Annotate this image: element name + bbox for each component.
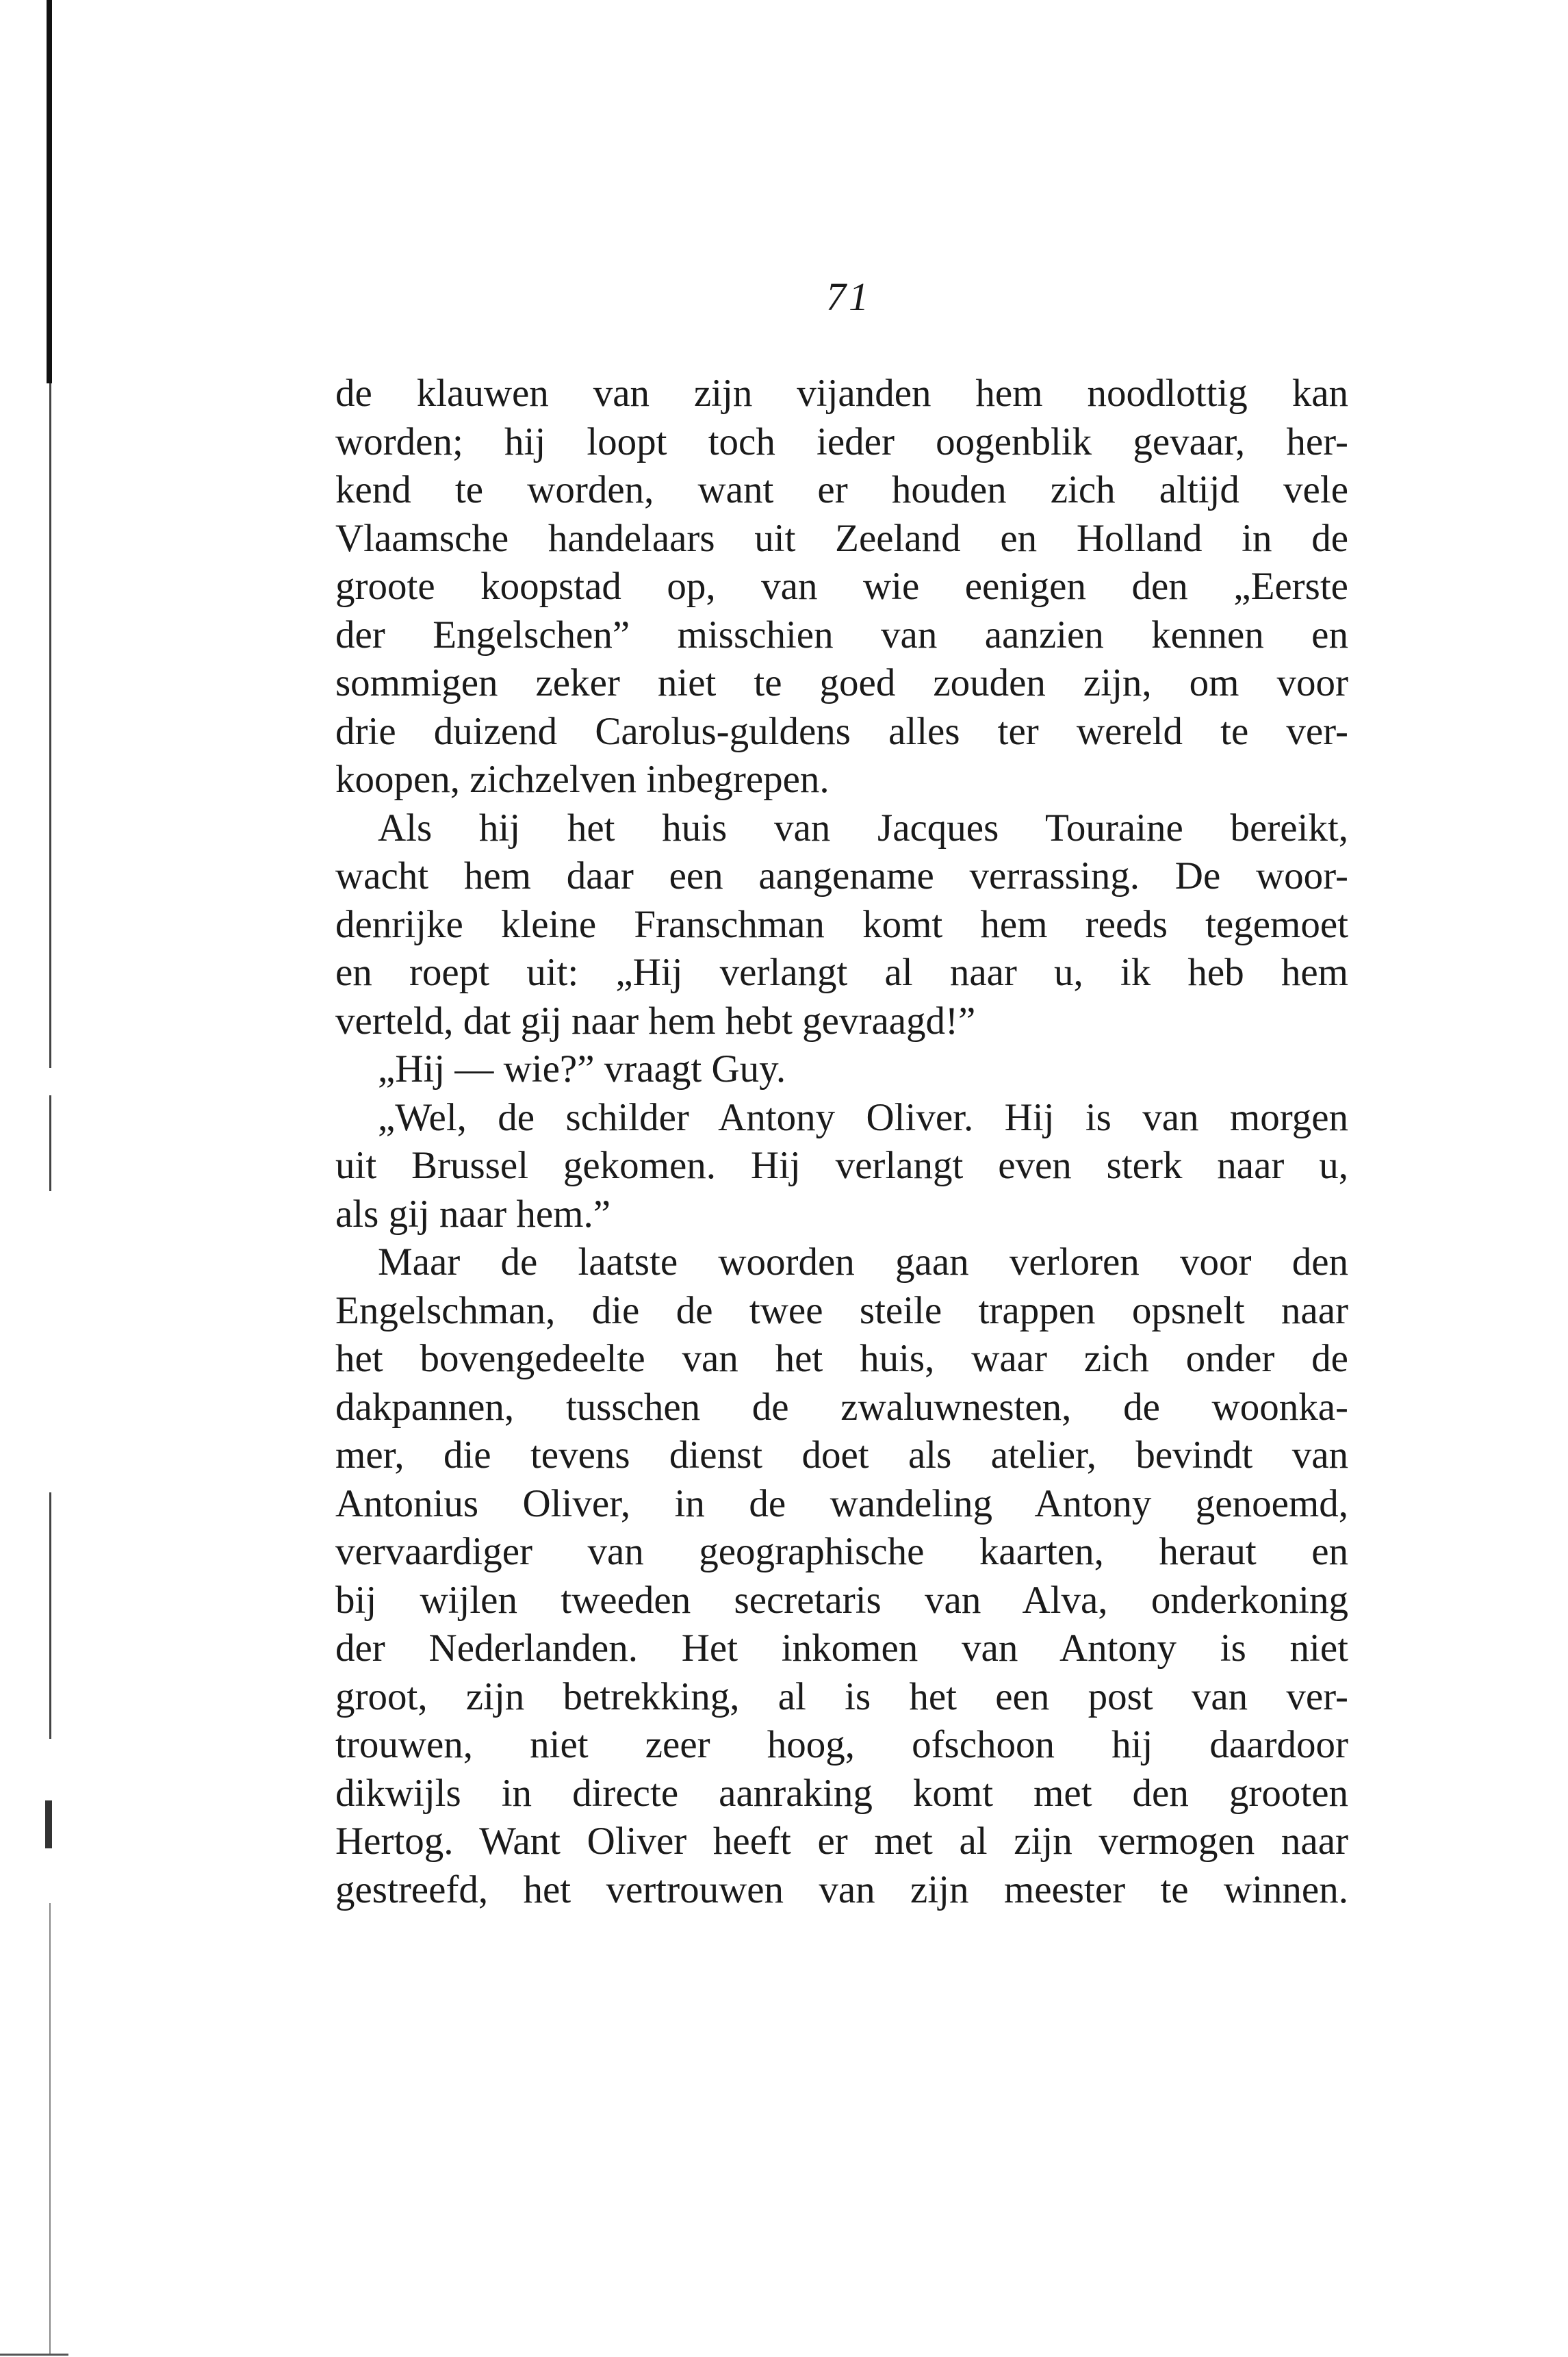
text-line: en roept uit: „Hij verlangt al naar u, ik heb hem: [335, 951, 1348, 994]
page-number: 71: [826, 275, 871, 319]
text-line: vervaardiger van geographische kaarten, heraut en: [335, 1530, 1348, 1573]
text-line: der Nederlanden. Het inkomen van Antony is niet: [335, 1627, 1348, 1670]
text-line: worden; hij loopt toch ieder oogenblik gevaar, her-: [335, 420, 1348, 463]
text-line: koopen, zichzelven inbegrepen.: [335, 758, 830, 801]
text-line: trouwen, niet zeer hoog, ofschoon hij daardoor: [335, 1723, 1348, 1766]
scan-bottom-edge: [0, 2354, 68, 2356]
text-line: Engelschman, die de twee steile trappen opsnelt naar: [335, 1288, 1348, 1332]
text-line: Hertog. Want Oliver heeft er met al zijn vermogen naar: [335, 1820, 1348, 1863]
text-line: verteld, dat gij naar hem hebt gevraagd!”: [335, 999, 976, 1043]
text-line: Antonius Oliver, in de wandeling Antony genoemd,: [335, 1481, 1348, 1525]
text-line: dikwijls in directe aanraking komt met den grooten: [335, 1771, 1348, 1815]
scan-edge-line: [49, 1095, 51, 1191]
text-line: Vlaamsche handelaars uit Zeeland en Holland in de: [335, 516, 1348, 560]
text-line: wacht hem daar een aangename verrassing. De woor-: [335, 854, 1348, 897]
text-line: uit Brussel gekomen. Hij verlangt even sterk naar u,: [335, 1144, 1348, 1187]
scan-edge-shadow: [47, 0, 52, 383]
text-line: groot, zijn betrekking, al is het een post van ver-: [335, 1674, 1348, 1718]
scan-edge-mark: [45, 1800, 52, 1848]
text-line: der Engelschen” misschien van aanzien kennen en: [335, 613, 1348, 657]
text-line: denrijke kleine Franschman komt hem reeds tegemoet: [335, 902, 1348, 946]
text-line: „Wel, de schilder Antony Oliver. Hij is van morgen: [378, 1095, 1348, 1139]
text-line: drie duizend Carolus-guldens alles ter wereld te ver-: [335, 709, 1348, 753]
text-line: gestreefd, het vertrouwen van zijn meester te winnen.: [335, 1868, 1348, 1911]
scan-edge-line: [49, 383, 51, 1068]
text-line: het bovengedeelte van het huis, waar zich onder de: [335, 1337, 1348, 1380]
text-line: sommigen zeker niet te goed zouden zijn, om voor: [335, 661, 1348, 704]
scan-edge-line: [49, 1492, 51, 1739]
text-line: de klauwen van zijn vijanden hem noodlottig kan: [335, 372, 1348, 415]
scan-edge-line: [49, 1903, 51, 2355]
body-text: [335, 370, 1348, 1914]
text-line: dakpannen, tusschen de zwaluwnesten, de woonka-: [335, 1385, 1348, 1429]
text-line: kend te worden, want er houden zich altijd vele: [335, 468, 1348, 511]
text-line: als gij naar hem.”: [335, 1192, 611, 1236]
text-line: mer, die tevens dienst doet als atelier, bevindt van: [335, 1434, 1348, 1477]
text-line: „Hij — wie?” vraagt Guy.: [378, 1047, 786, 1091]
text-line: Maar de laatste woorden gaan verloren voor den: [378, 1240, 1348, 1284]
text-line: Als hij het huis van Jacques Touraine bereikt,: [378, 806, 1348, 850]
text-line: bij wijlen tweeden secretaris van Alva, onderkoning: [335, 1578, 1348, 1622]
text-line: groote koopstad op, van wie eenigen den „Eerste: [335, 565, 1348, 608]
